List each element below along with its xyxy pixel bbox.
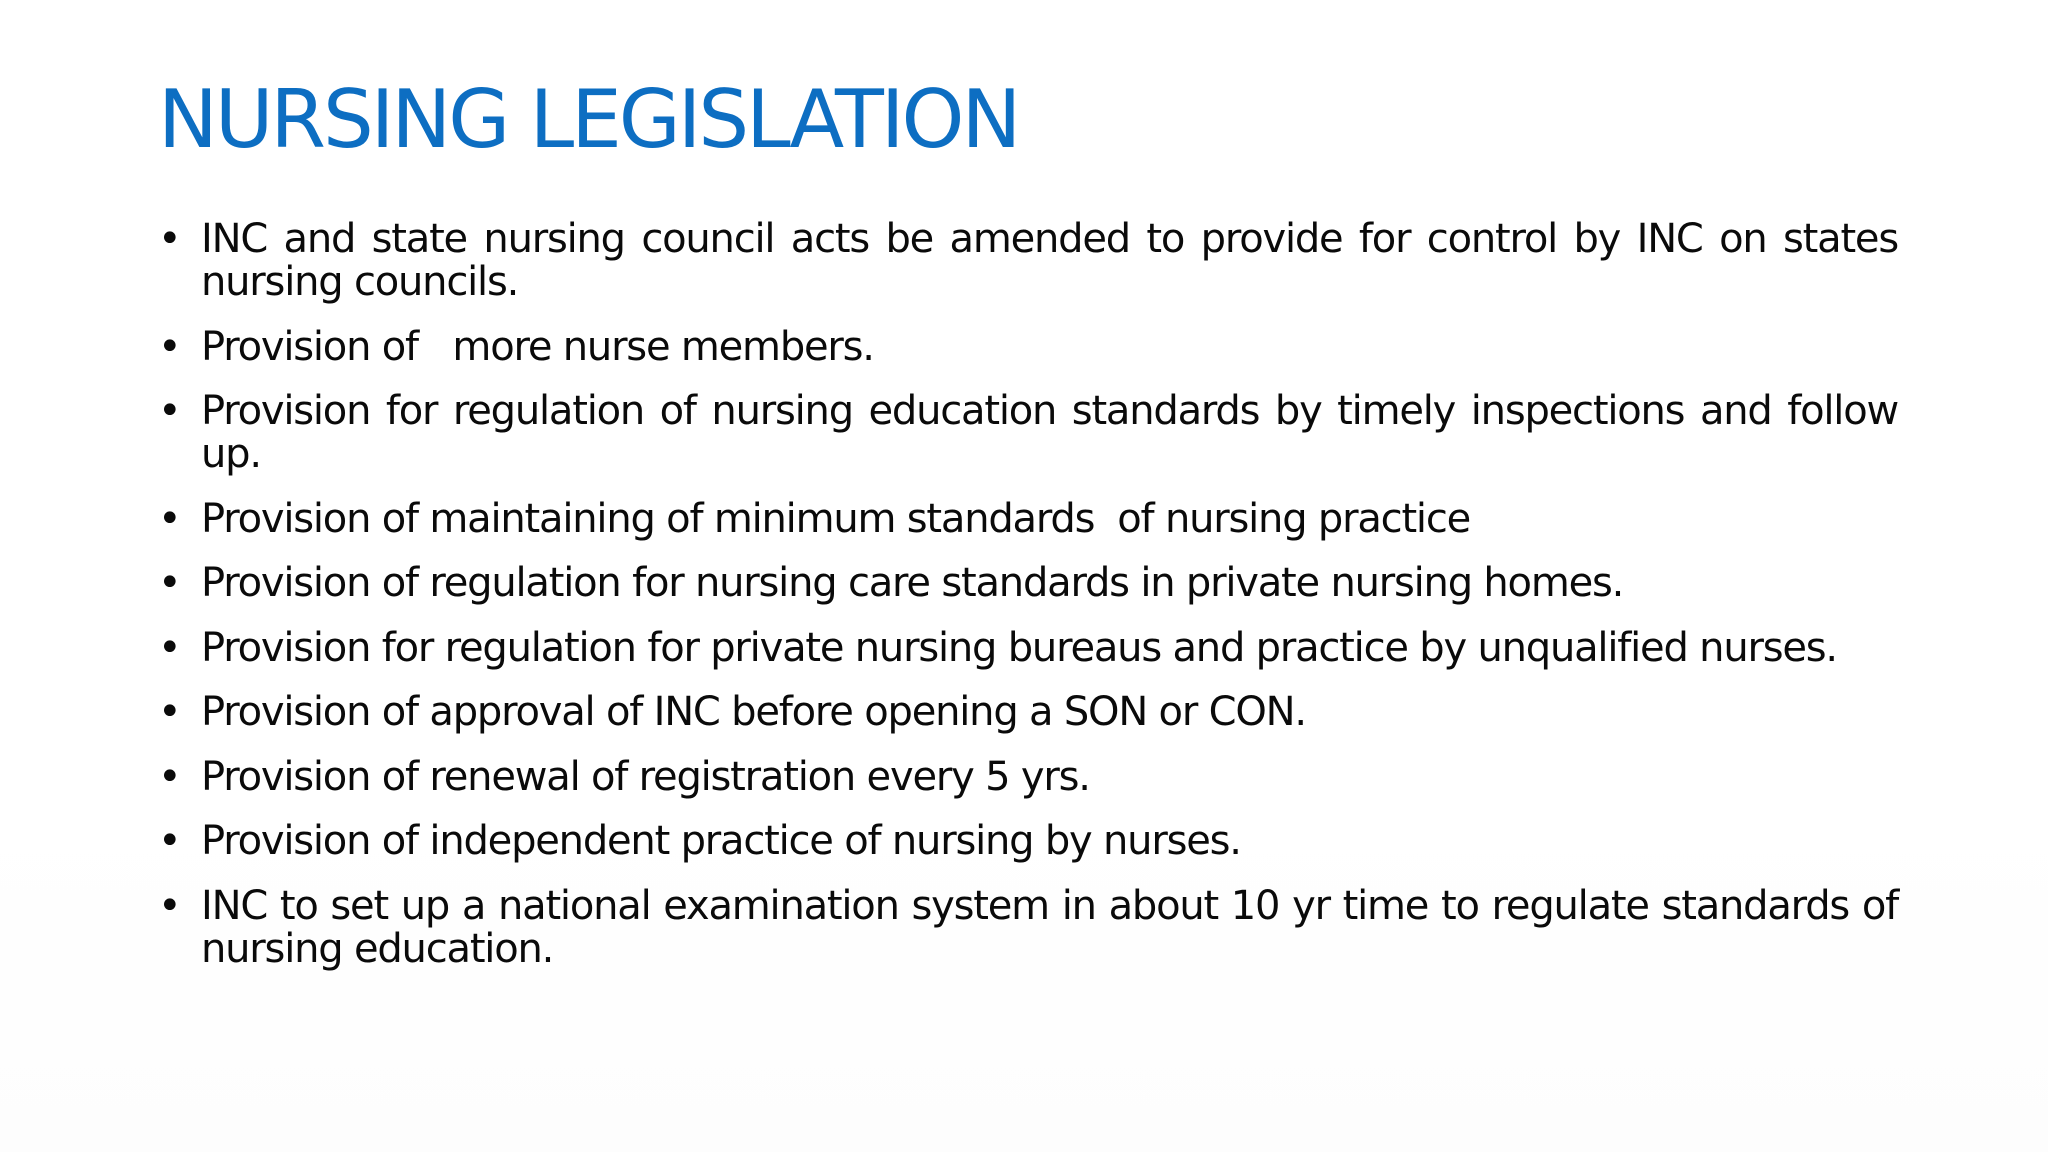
bullet-item <box>158 390 1898 476</box>
bullet-marker: • <box>158 753 181 800</box>
bullet-item <box>158 562 1898 605</box>
bullet-text: Provision of renewal of registration every 5 yrs. <box>201 753 1090 800</box>
bullet-item <box>158 691 1898 734</box>
bullet-marker: • <box>158 323 181 370</box>
bullet-text: Provision of maintaining of minimum standards of nursing practice <box>201 495 1471 542</box>
bullet-text: Provision of approval of INC before opening a SON or CON. <box>201 689 1306 735</box>
bullet-item <box>158 624 1898 671</box>
bullet-marker: • <box>158 882 181 929</box>
bullet-marker: • <box>158 560 181 606</box>
bullet-item <box>158 218 1898 304</box>
bullet-marker: • <box>158 495 181 542</box>
bullet-list <box>158 218 1898 992</box>
bullet-item <box>158 820 1898 863</box>
bullet-text: Provision for regulation of nursing education standards by timely inspections and follow up. <box>201 388 1898 477</box>
bullet-text: INC to set up a national examination system in about 10 yr time to regulate standards of nursing education. <box>201 882 1898 972</box>
bullet-item <box>158 882 1898 972</box>
bullet-item <box>158 753 1898 800</box>
bullet-marker: • <box>158 216 181 262</box>
bullet-marker: • <box>158 689 181 735</box>
bullet-item <box>158 323 1898 370</box>
bullet-marker: • <box>158 818 181 864</box>
bullet-marker: • <box>158 388 181 434</box>
bullet-text: Provision of regulation for nursing care standards in private nursing homes. <box>201 560 1624 606</box>
bullet-text: Provision for regulation for private nursing bureaus and practice by unqualified nurses. <box>201 624 1837 671</box>
bullet-marker: • <box>158 624 181 671</box>
bullet-text: Provision of independent practice of nursing by nurses. <box>201 818 1241 864</box>
bullet-text: Provision of more nurse members. <box>201 323 874 370</box>
bullet-item <box>158 495 1898 542</box>
bullet-text: INC and state nursing council acts be amended to provide for control by INC on states nursing councils. <box>201 216 1898 305</box>
slide-title: NURSING LEGISLATION <box>158 73 1019 166</box>
